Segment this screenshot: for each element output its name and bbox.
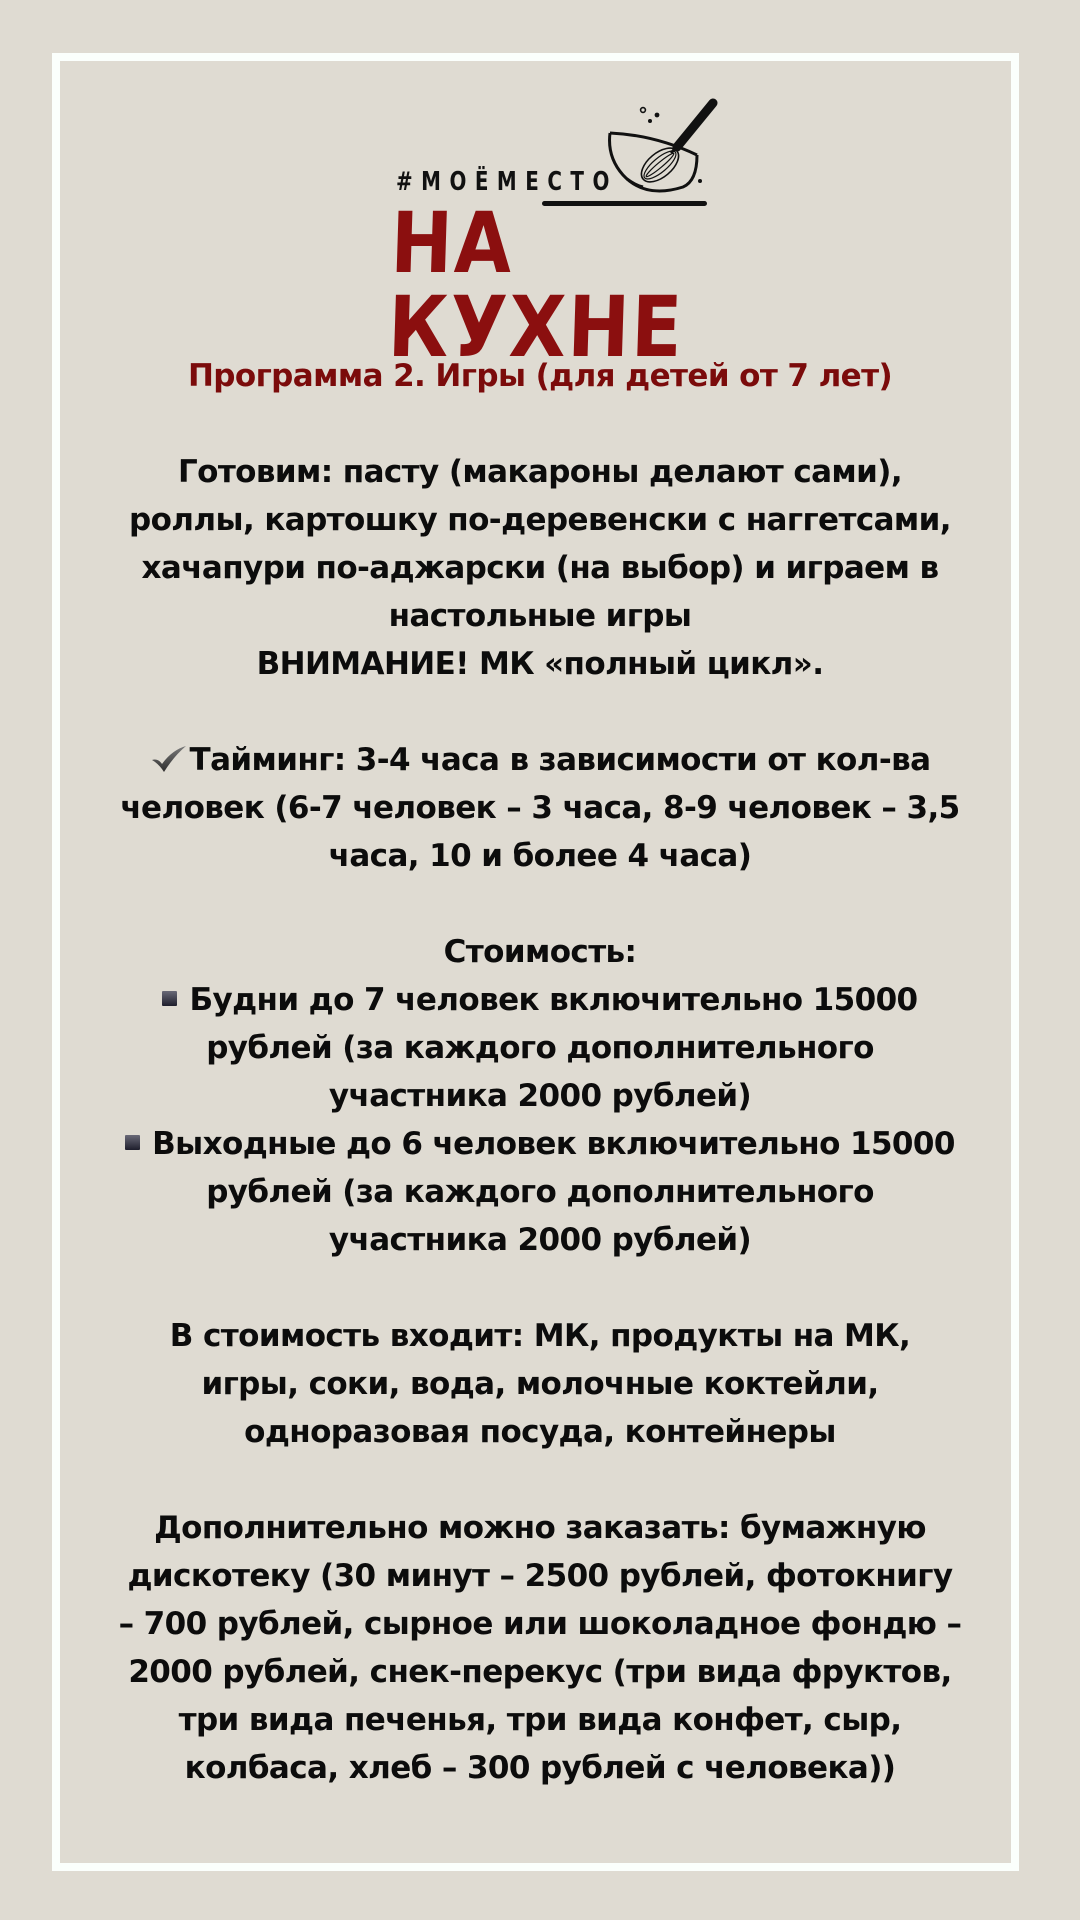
whisk-bowl-icon [605,95,725,205]
text-line: дискотеку (30 минут – 2500 рублей, фотокнигу [127,1558,953,1594]
text-line: В стоимость входит: МК, продукты на МК, [169,1318,911,1354]
text-line: участника 2000 рублей) [328,1078,752,1114]
text-line: хачапури по-аджарски (на выбор) и играем в [141,550,939,586]
text-line: участника 2000 рублей) [328,1222,752,1258]
text-line: Готовим: пасту (макароны делают сами), [177,454,903,490]
extras-section [60,1504,1020,1792]
text-line: часа, 10 и более 4 часа) [328,838,752,874]
text-line: рублей (за каждого дополнительного [206,1174,874,1210]
text-line: рублей (за каждого дополнительного [206,1030,874,1066]
text-line: Будни до 7 человек включительно 15000 [189,982,918,1018]
text-line: роллы, картошку по-деревенски с наггетсами, [129,502,951,538]
included-section [60,1312,1020,1456]
brand-logo [386,95,730,376]
square-bullet-icon [162,991,177,1006]
attention-note: ВНИМАНИЕ! МК «полный цикл». [256,646,824,682]
price-item-weekdays [60,976,1020,1024]
square-bullet-icon [125,1135,140,1150]
program-title: Программа 2. Игры (для детей от 7 лет) [187,358,893,394]
checkmark-icon [150,744,188,774]
text-line: Дополнительно можно заказать: бумажную [154,1510,926,1546]
logo-hashtag: #МОЁМЕСТО [396,167,618,197]
text-line: человек (6-7 человек – 3 часа, 8-9 человек – 3,5 [120,790,960,826]
text-line: – 700 рублей, сырное или шоколадное фондю – [118,1606,962,1642]
pricing-heading: Стоимость: [443,934,637,970]
logo-title: НА КУХНЕ [386,194,686,376]
cooking-section [60,448,1020,688]
timing-line-first [60,736,1020,784]
timing-label: Тайминг: 3-4 часа в зависимости от кол-ва [189,742,931,778]
text-line: настольные игры [388,598,692,634]
text-line: три вида печенья, три вида конфет, сыр, [178,1702,902,1738]
text-line: одноразовая посуда, контейнеры [244,1414,836,1450]
text-line: колбаса, хлеб – 300 рублей с человека)) [184,1750,896,1786]
program-description [60,352,1020,1840]
pricing-section [60,928,1020,1264]
text-line: 2000 рублей, снек-перекус (три вида фруктов, [128,1654,952,1690]
text-line: Выходные до 6 человек включительно 15000 [152,1126,955,1162]
price-item-weekends [60,1120,1020,1168]
timing-section [60,736,1020,880]
text-line: игры, соки, вода, молочные коктейли, [201,1366,879,1402]
